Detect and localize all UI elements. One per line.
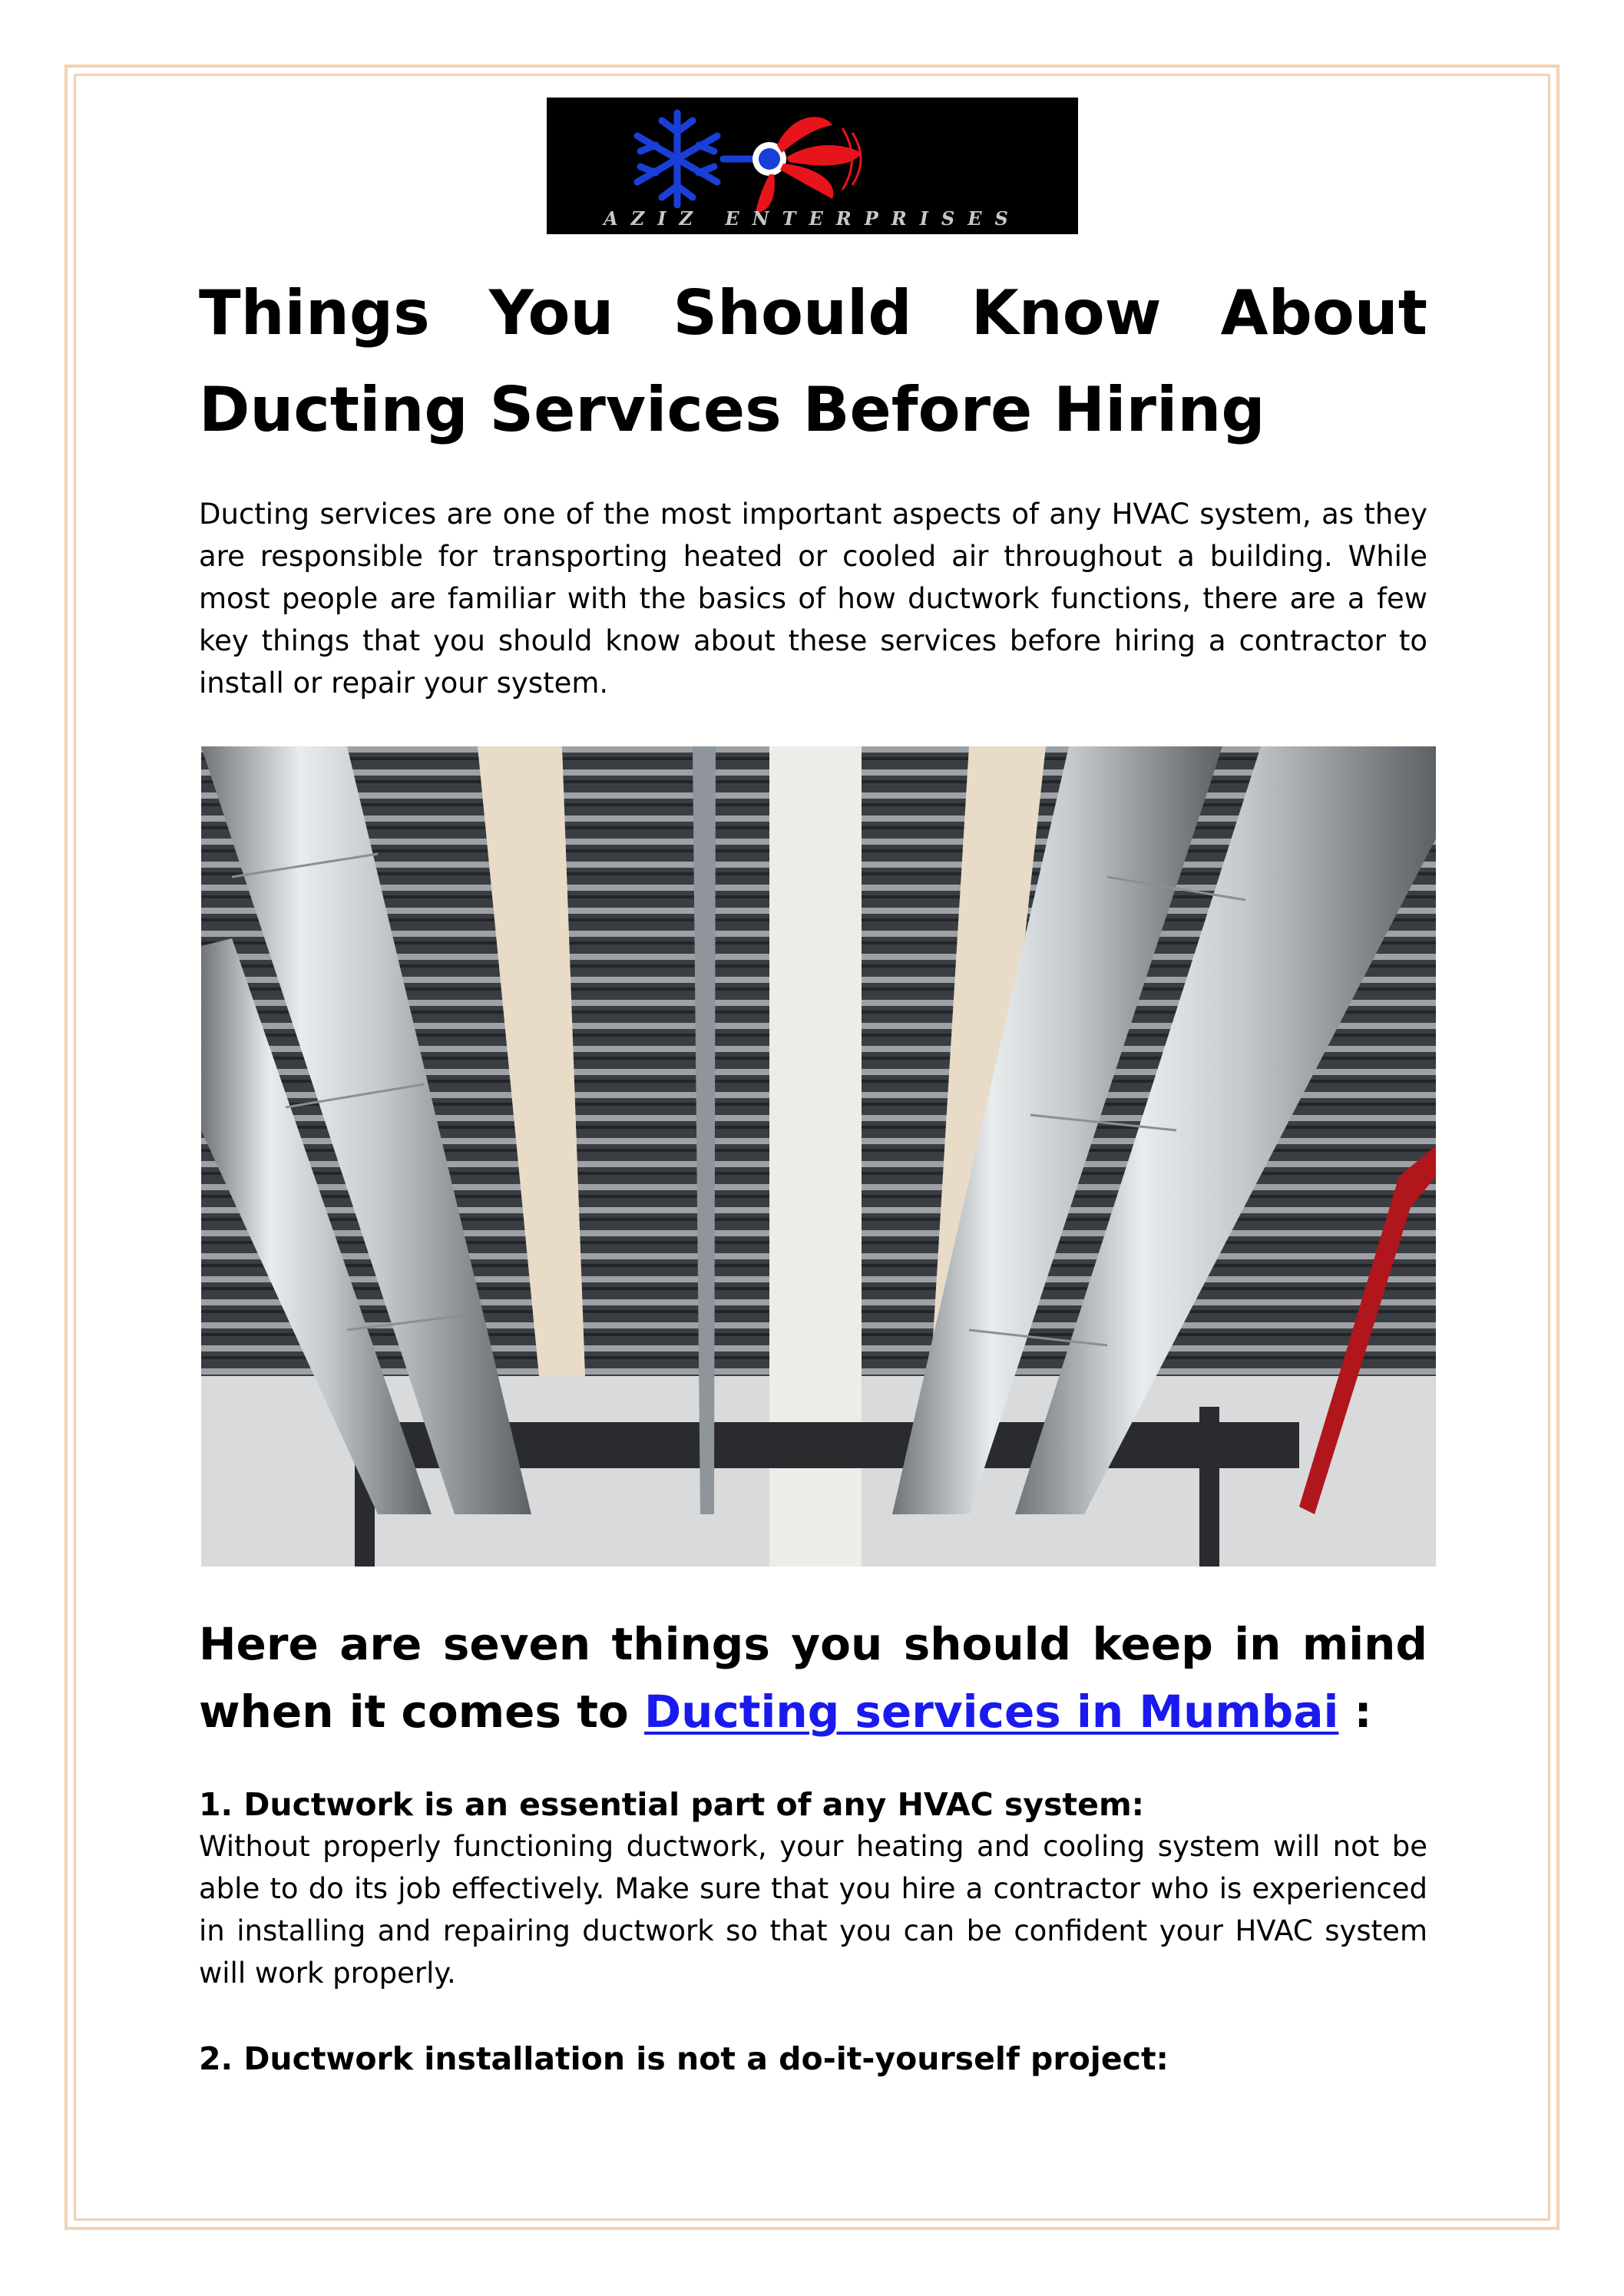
ductwork-photo	[201, 746, 1436, 1567]
subheading-prefix: Here are seven things you should keep in mind when it comes to	[199, 1618, 1427, 1738]
point-2-heading: 2. Ductwork installation is not a do-it-yourself project:	[199, 2040, 1169, 2077]
point-1-body: Without properly functioning ductwork, your heating and cooling system will not be able to do its job effectively. Make sure that you hire a contractor who is experienced in installing and repairing ductwork so that you can be confident your HVAC system will work properly.	[199, 1830, 1427, 1990]
subheading-suffix: :	[1338, 1686, 1372, 1738]
logo-wordmark: AZIZ ENTERPRISES	[604, 207, 1021, 230]
article-title: Things You Should Know About Ducting Services Before Hiring	[199, 277, 1427, 445]
company-logo	[547, 98, 1078, 234]
point-1-heading: 1. Ductwork is an essential part of any HVAC system:	[199, 1786, 1145, 1823]
ducting-services-link[interactable]: Ducting services in Mumbai	[643, 1686, 1339, 1738]
section-subheading	[199, 1610, 1427, 1745]
snowflake-icon	[637, 113, 769, 205]
ductwork-illustration	[201, 746, 1436, 1567]
intro-paragraph: Ducting services are one of the most important aspects of any HVAC system, as they are responsible for transporting heated or cooled air throughout a building. While most people are familiar with the basics of how ductwork functions, there are a few key things that you should know about these services before hiring a contractor to install or repair your system.	[199, 498, 1427, 700]
